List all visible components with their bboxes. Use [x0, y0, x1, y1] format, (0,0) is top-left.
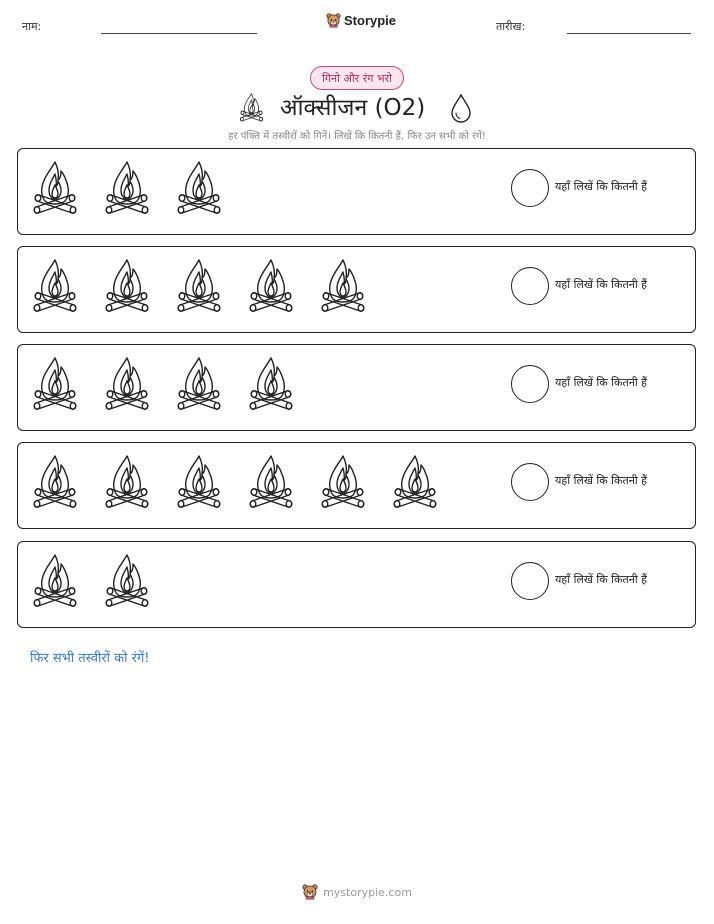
answer-circle[interactable] — [511, 365, 549, 403]
activity-badge: गिनो और रंग भरो — [310, 66, 404, 90]
brand-logo — [326, 13, 396, 28]
answer-circle[interactable] — [511, 463, 549, 501]
campfire-group — [30, 159, 224, 219]
campfire-icon[interactable] — [30, 159, 80, 219]
campfire-icon[interactable] — [390, 453, 440, 513]
campfire-icon[interactable] — [102, 159, 152, 219]
campfire-group — [30, 552, 152, 612]
name-line — [101, 33, 257, 34]
counting-row — [17, 344, 696, 431]
campfire-icon[interactable] — [30, 355, 80, 415]
campfire-group — [30, 355, 296, 415]
answer-label: यहाँ लिखें कि कितनी हैं — [555, 278, 648, 291]
campfire-icon[interactable] — [102, 257, 152, 317]
answer-circle[interactable] — [511, 562, 549, 600]
answer-label: यहाँ लिखें कि कितनी हैं — [555, 573, 648, 586]
water-drop-icon — [449, 92, 473, 124]
campfire-icon[interactable] — [174, 453, 224, 513]
campfire-icon[interactable] — [102, 355, 152, 415]
campfire-icon[interactable] — [174, 355, 224, 415]
date-label: तारीख: — [496, 20, 526, 33]
instructions: हर पंक्ति में तस्वीरों को गिनें। लिखें कि कितनी हैं, फिर उन सभी को रंगें! — [228, 131, 486, 142]
date-line — [567, 33, 691, 34]
campfire-icon[interactable] — [30, 257, 80, 317]
answer-circle[interactable] — [511, 267, 549, 305]
site-footer — [0, 884, 714, 900]
answer-circle[interactable] — [511, 169, 549, 207]
campfire-icon[interactable] — [246, 257, 296, 317]
campfire-icon[interactable] — [246, 453, 296, 513]
brand-name: Storypie — [344, 13, 397, 28]
campfire-group — [30, 257, 368, 317]
campfire-icon[interactable] — [102, 552, 152, 612]
worksheet-header — [0, 0, 714, 50]
page-title: ऑक्सीजन (O2) — [280, 95, 426, 121]
answer-label: यहाँ लिखें कि कितनी हैं — [555, 474, 648, 487]
campfire-icon[interactable] — [102, 453, 152, 513]
counting-row — [17, 541, 696, 628]
site-url: mystorypie.com — [323, 885, 412, 899]
campfire-icon — [238, 92, 265, 124]
name-label: नाम: — [22, 20, 42, 33]
campfire-icon[interactable] — [174, 159, 224, 219]
bear-logo-icon — [302, 884, 318, 900]
footer-instruction: फिर सभी तस्वीरों को रंगें! — [30, 651, 150, 666]
answer-label: यहाँ लिखें कि कितनी हैं — [555, 376, 648, 389]
campfire-group — [30, 453, 440, 513]
campfire-icon[interactable] — [30, 453, 80, 513]
campfire-icon[interactable] — [246, 355, 296, 415]
answer-label: यहाँ लिखें कि कितनी हैं — [555, 180, 648, 193]
campfire-icon[interactable] — [318, 453, 368, 513]
campfire-icon[interactable] — [30, 552, 80, 612]
counting-row — [17, 148, 696, 235]
counting-row — [17, 442, 696, 529]
counting-row — [17, 246, 696, 333]
title-row — [0, 90, 714, 126]
bear-logo-icon — [326, 13, 341, 28]
campfire-icon[interactable] — [174, 257, 224, 317]
campfire-icon[interactable] — [318, 257, 368, 317]
